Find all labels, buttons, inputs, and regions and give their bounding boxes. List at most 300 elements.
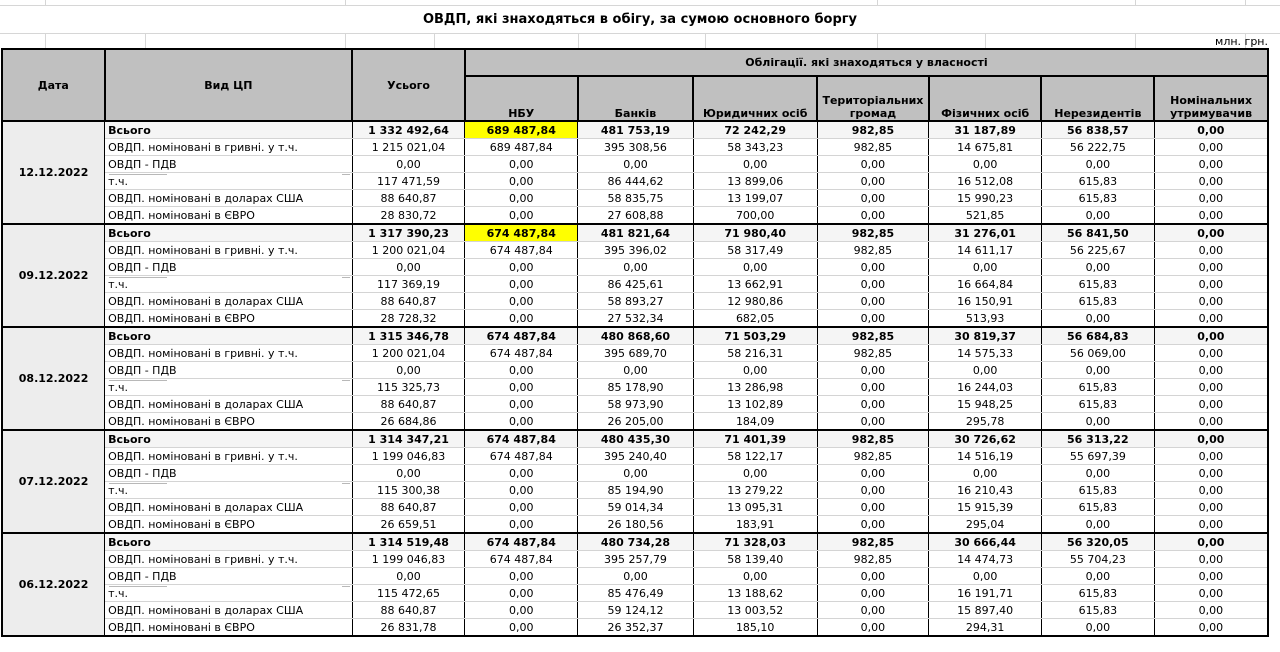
value-owner-cell: 86 444,62 xyxy=(578,173,694,190)
data-row xyxy=(2,156,1268,173)
value-owner-cell: 55 697,39 xyxy=(1041,448,1154,465)
value-owner-cell: 27 608,88 xyxy=(578,207,694,225)
value-owner-cell: 0,00 xyxy=(929,259,1042,276)
value-owner-cell: 184,09 xyxy=(693,413,817,431)
value-owner-cell: 0,00 xyxy=(465,413,578,431)
value-owner-cell: 13 102,89 xyxy=(693,396,817,413)
value-owner-cell: 15 915,39 xyxy=(929,499,1042,516)
value-owner-cell: 16 191,71 xyxy=(929,585,1042,602)
value-owner-cell: 0,00 xyxy=(578,465,694,482)
row-label-cell: т.ч. xyxy=(105,173,353,190)
value-total-cell: 1 199 046,83 xyxy=(352,448,465,465)
value-owner-cell: 0,00 xyxy=(693,156,817,173)
value-owner-cell: 55 704,23 xyxy=(1041,551,1154,568)
value-owner-cell: 0,00 xyxy=(929,465,1042,482)
value-owner-cell: 0,00 xyxy=(1154,207,1268,225)
data-row xyxy=(2,379,1268,396)
value-owner-cell: 0,00 xyxy=(1154,327,1268,345)
value-total-cell: 0,00 xyxy=(352,259,465,276)
data-row xyxy=(2,585,1268,602)
data-row xyxy=(2,413,1268,431)
value-owner-cell: 0,00 xyxy=(1154,448,1268,465)
value-owner-cell: 0,00 xyxy=(1041,465,1154,482)
value-owner-cell: 615,83 xyxy=(1041,482,1154,499)
unit-label-strip xyxy=(0,33,1280,48)
header-security-type: Вид ЦП xyxy=(105,49,353,121)
value-owner-cell: 615,83 xyxy=(1041,379,1154,396)
value-owner-cell: 0,00 xyxy=(465,516,578,534)
value-owner-cell: 0,00 xyxy=(817,499,929,516)
value-owner-cell: 13 188,62 xyxy=(693,585,817,602)
total-row xyxy=(2,430,1268,448)
value-owner-cell: 71 328,03 xyxy=(693,533,817,551)
value-owner-cell: 395 240,40 xyxy=(578,448,694,465)
value-owner-cell: 689 487,84 xyxy=(465,139,578,156)
value-total-cell: 1 317 390,23 xyxy=(352,224,465,242)
value-owner-cell: 674 487,84 xyxy=(465,242,578,259)
header-date: Дата xyxy=(2,49,105,121)
row-label-cell: ОВДП - ПДВ xyxy=(105,465,353,482)
value-owner-cell: 0,00 xyxy=(817,516,929,534)
row-label-cell: ОВДП. номіновані в доларах США xyxy=(105,190,353,207)
value-owner-cell: 59 014,34 xyxy=(578,499,694,516)
header-owner-nominal-holders: Номінальних утримувачив xyxy=(1154,76,1268,121)
value-owner-cell: 0,00 xyxy=(1041,207,1154,225)
value-total-cell: 28 728,32 xyxy=(352,310,465,328)
value-owner-cell: 13 286,98 xyxy=(693,379,817,396)
value-owner-cell: 14 474,73 xyxy=(929,551,1042,568)
value-owner-cell: 185,10 xyxy=(693,619,817,637)
data-row xyxy=(2,310,1268,328)
value-owner-cell: 0,00 xyxy=(1154,379,1268,396)
value-owner-cell: 58 317,49 xyxy=(693,242,817,259)
value-owner-cell: 56 222,75 xyxy=(1041,139,1154,156)
value-owner-cell: 615,83 xyxy=(1041,190,1154,207)
value-owner-cell: 183,91 xyxy=(693,516,817,534)
value-total-cell: 26 831,78 xyxy=(352,619,465,637)
value-owner-cell: 982,85 xyxy=(817,533,929,551)
value-owner-cell: 0,00 xyxy=(1154,568,1268,585)
value-owner-cell: 513,93 xyxy=(929,310,1042,328)
value-owner-cell: 14 575,33 xyxy=(929,345,1042,362)
value-owner-cell: 56 684,83 xyxy=(1041,327,1154,345)
header-ownership-group: Облігації. які знаходяться у власності xyxy=(465,49,1268,76)
value-owner-cell: 0,00 xyxy=(817,413,929,431)
value-owner-cell: 982,85 xyxy=(817,139,929,156)
value-owner-cell: 0,00 xyxy=(817,156,929,173)
row-label-cell: ОВДП. номіновані в гривні. у т.ч. xyxy=(105,345,353,362)
value-owner-cell: 58 216,31 xyxy=(693,345,817,362)
value-owner-cell: 56 841,50 xyxy=(1041,224,1154,242)
value-owner-cell: 14 611,17 xyxy=(929,242,1042,259)
value-owner-cell: 58 835,75 xyxy=(578,190,694,207)
value-total-cell: 117 369,19 xyxy=(352,276,465,293)
value-owner-cell: 0,00 xyxy=(465,173,578,190)
value-owner-cell: 31 187,89 xyxy=(929,121,1042,139)
value-owner-cell: 0,00 xyxy=(1154,276,1268,293)
row-label-cell: т.ч. xyxy=(105,276,353,293)
value-total-cell: 26 659,51 xyxy=(352,516,465,534)
value-total-cell: 1 315 346,78 xyxy=(352,327,465,345)
data-row xyxy=(2,396,1268,413)
value-owner-cell: 59 124,12 xyxy=(578,602,694,619)
value-owner-cell: 0,00 xyxy=(465,465,578,482)
value-owner-cell: 71 401,39 xyxy=(693,430,817,448)
header-owner-banks: Банків xyxy=(578,76,694,121)
value-total-cell: 28 830,72 xyxy=(352,207,465,225)
value-owner-cell: 674 487,84 xyxy=(465,533,578,551)
value-owner-cell: 0,00 xyxy=(1154,310,1268,328)
value-owner-cell: 26 352,37 xyxy=(578,619,694,637)
value-owner-cell: 58 343,23 xyxy=(693,139,817,156)
value-owner-cell: 71 980,40 xyxy=(693,224,817,242)
total-row xyxy=(2,224,1268,242)
value-total-cell: 88 640,87 xyxy=(352,293,465,310)
value-owner-cell: 0,00 xyxy=(1154,259,1268,276)
value-total-cell: 115 472,65 xyxy=(352,585,465,602)
value-owner-cell: 615,83 xyxy=(1041,173,1154,190)
value-owner-cell: 0,00 xyxy=(1154,139,1268,156)
value-owner-cell: 30 726,62 xyxy=(929,430,1042,448)
value-owner-cell: 85 194,90 xyxy=(578,482,694,499)
value-owner-cell: 31 276,01 xyxy=(929,224,1042,242)
value-owner-cell: 480 734,28 xyxy=(578,533,694,551)
value-owner-cell: 0,00 xyxy=(1041,156,1154,173)
data-row xyxy=(2,173,1268,190)
row-label-cell: ОВДП - ПДВ xyxy=(105,259,353,276)
value-owner-cell: 26 180,56 xyxy=(578,516,694,534)
data-row xyxy=(2,516,1268,534)
value-owner-cell: 982,85 xyxy=(817,430,929,448)
value-owner-cell: 15 948,25 xyxy=(929,396,1042,413)
value-owner-cell: 0,00 xyxy=(465,396,578,413)
row-label-cell: ОВДП. номіновані в доларах США xyxy=(105,602,353,619)
table-body xyxy=(2,121,1268,636)
value-owner-cell: 30 666,44 xyxy=(929,533,1042,551)
bonds-table xyxy=(1,48,1269,637)
value-total-cell: 1 314 347,21 xyxy=(352,430,465,448)
value-owner-cell: 615,83 xyxy=(1041,293,1154,310)
value-owner-cell: 982,85 xyxy=(817,551,929,568)
value-owner-cell: 0,00 xyxy=(465,585,578,602)
value-owner-cell: 615,83 xyxy=(1041,585,1154,602)
data-row xyxy=(2,551,1268,568)
value-owner-cell: 0,00 xyxy=(1154,585,1268,602)
value-nbu-highlighted-cell: 674 487,84 xyxy=(465,224,578,242)
header-owner-legal-entities: Юридичних осіб xyxy=(693,76,817,121)
value-owner-cell: 0,00 xyxy=(578,362,694,379)
value-owner-cell: 0,00 xyxy=(465,207,578,225)
value-owner-cell: 0,00 xyxy=(1041,619,1154,637)
value-owner-cell: 56 320,05 xyxy=(1041,533,1154,551)
value-owner-cell: 615,83 xyxy=(1041,396,1154,413)
value-owner-cell: 0,00 xyxy=(1041,516,1154,534)
value-owner-cell: 0,00 xyxy=(929,362,1042,379)
value-owner-cell: 0,00 xyxy=(1154,516,1268,534)
header-owner-individuals: Фізичних осіб xyxy=(929,76,1042,121)
value-owner-cell: 16 244,03 xyxy=(929,379,1042,396)
row-label-cell: ОВДП. номіновані в гривні. у т.ч. xyxy=(105,242,353,259)
value-owner-cell: 13 003,52 xyxy=(693,602,817,619)
value-owner-cell: 0,00 xyxy=(1154,499,1268,516)
row-label-cell: ОВДП - ПДВ xyxy=(105,362,353,379)
value-owner-cell: 615,83 xyxy=(1041,499,1154,516)
value-total-cell: 26 684,86 xyxy=(352,413,465,431)
value-owner-cell: 0,00 xyxy=(693,465,817,482)
value-owner-cell: 700,00 xyxy=(693,207,817,225)
row-label-cell: Всього xyxy=(105,224,353,242)
row-label-cell: ОВДП. номіновані в ЄВРО xyxy=(105,207,353,225)
value-owner-cell: 480 435,30 xyxy=(578,430,694,448)
value-owner-cell: 674 487,84 xyxy=(465,448,578,465)
value-total-cell: 1 215 021,04 xyxy=(352,139,465,156)
row-label-cell: ОВДП. номіновані в ЄВРО xyxy=(105,310,353,328)
value-owner-cell: 674 487,84 xyxy=(465,327,578,345)
value-owner-cell: 72 242,29 xyxy=(693,121,817,139)
value-owner-cell: 12 980,86 xyxy=(693,293,817,310)
value-total-cell: 1 199 046,83 xyxy=(352,551,465,568)
value-owner-cell: 0,00 xyxy=(817,482,929,499)
value-owner-cell: 0,00 xyxy=(1154,156,1268,173)
unit-label: млн. грн. xyxy=(1215,35,1268,48)
value-owner-cell: 0,00 xyxy=(465,602,578,619)
row-label-cell: ОВДП. номіновані в доларах США xyxy=(105,499,353,516)
value-owner-cell: 0,00 xyxy=(1154,551,1268,568)
value-owner-cell: 294,31 xyxy=(929,619,1042,637)
value-owner-cell: 0,00 xyxy=(1041,568,1154,585)
value-owner-cell: 0,00 xyxy=(1154,396,1268,413)
total-row xyxy=(2,327,1268,345)
value-owner-cell: 982,85 xyxy=(817,345,929,362)
row-label-cell: ОВДП. номіновані в гривні. у т.ч. xyxy=(105,139,353,156)
value-owner-cell: 0,00 xyxy=(1154,533,1268,551)
value-total-cell: 88 640,87 xyxy=(352,499,465,516)
value-owner-cell: 0,00 xyxy=(465,276,578,293)
value-owner-cell: 56 225,67 xyxy=(1041,242,1154,259)
value-owner-cell: 16 150,91 xyxy=(929,293,1042,310)
value-owner-cell: 982,85 xyxy=(817,327,929,345)
row-label-cell: Всього xyxy=(105,430,353,448)
value-owner-cell: 14 675,81 xyxy=(929,139,1042,156)
value-owner-cell: 0,00 xyxy=(1154,224,1268,242)
date-cell: 06.12.2022 xyxy=(2,533,105,636)
value-total-cell: 115 300,38 xyxy=(352,482,465,499)
row-label-cell: Всього xyxy=(105,533,353,551)
value-owner-cell: 16 512,08 xyxy=(929,173,1042,190)
value-owner-cell: 13 899,06 xyxy=(693,173,817,190)
value-owner-cell: 982,85 xyxy=(817,448,929,465)
value-owner-cell: 521,85 xyxy=(929,207,1042,225)
value-owner-cell: 0,00 xyxy=(817,190,929,207)
value-owner-cell: 0,00 xyxy=(1154,121,1268,139)
value-total-cell: 1 200 021,04 xyxy=(352,242,465,259)
value-owner-cell: 0,00 xyxy=(1154,482,1268,499)
data-row xyxy=(2,499,1268,516)
value-owner-cell: 0,00 xyxy=(465,190,578,207)
value-owner-cell: 0,00 xyxy=(817,379,929,396)
value-owner-cell: 0,00 xyxy=(817,396,929,413)
value-owner-cell: 0,00 xyxy=(817,293,929,310)
value-owner-cell: 86 425,61 xyxy=(578,276,694,293)
total-row xyxy=(2,121,1268,139)
value-owner-cell: 0,00 xyxy=(465,259,578,276)
value-owner-cell: 982,85 xyxy=(817,224,929,242)
date-cell: 12.12.2022 xyxy=(2,121,105,224)
data-row xyxy=(2,207,1268,225)
data-row xyxy=(2,276,1268,293)
value-owner-cell: 56 838,57 xyxy=(1041,121,1154,139)
table-header xyxy=(2,49,1268,121)
value-total-cell: 88 640,87 xyxy=(352,602,465,619)
value-owner-cell: 615,83 xyxy=(1041,602,1154,619)
row-label-cell: ОВДП - ПДВ xyxy=(105,568,353,585)
data-row xyxy=(2,139,1268,156)
value-owner-cell: 13 095,31 xyxy=(693,499,817,516)
value-owner-cell: 0,00 xyxy=(1154,345,1268,362)
header-owner-nbu: НБУ xyxy=(465,76,578,121)
value-owner-cell: 480 868,60 xyxy=(578,327,694,345)
value-owner-cell: 0,00 xyxy=(578,568,694,585)
row-label-cell: т.ч. xyxy=(105,585,353,602)
page-title: ОВДП, які знаходяться в обігу, за сумою основного боргу xyxy=(422,12,858,27)
row-label-cell: ОВДП. номіновані в доларах США xyxy=(105,396,353,413)
data-row xyxy=(2,242,1268,259)
row-label-cell: ОВДП. номіновані в гривні. у т.ч. xyxy=(105,551,353,568)
value-owner-cell: 0,00 xyxy=(693,362,817,379)
value-owner-cell: 0,00 xyxy=(1154,173,1268,190)
data-row xyxy=(2,293,1268,310)
value-owner-cell: 0,00 xyxy=(817,207,929,225)
value-owner-cell: 0,00 xyxy=(465,310,578,328)
value-total-cell: 0,00 xyxy=(352,465,465,482)
value-owner-cell: 13 662,91 xyxy=(693,276,817,293)
value-owner-cell: 0,00 xyxy=(1041,413,1154,431)
value-owner-cell: 58 973,90 xyxy=(578,396,694,413)
value-owner-cell: 13 199,07 xyxy=(693,190,817,207)
value-owner-cell: 0,00 xyxy=(693,568,817,585)
data-row xyxy=(2,482,1268,499)
value-total-cell: 88 640,87 xyxy=(352,396,465,413)
value-owner-cell: 0,00 xyxy=(817,568,929,585)
value-owner-cell: 27 532,34 xyxy=(578,310,694,328)
value-owner-cell: 0,00 xyxy=(465,156,578,173)
value-owner-cell: 395 396,02 xyxy=(578,242,694,259)
value-owner-cell: 0,00 xyxy=(817,619,929,637)
value-owner-cell: 481 753,19 xyxy=(578,121,694,139)
data-row xyxy=(2,259,1268,276)
value-owner-cell: 85 476,49 xyxy=(578,585,694,602)
value-owner-cell: 0,00 xyxy=(817,310,929,328)
value-owner-cell: 0,00 xyxy=(1154,413,1268,431)
value-owner-cell: 674 487,84 xyxy=(465,430,578,448)
value-owner-cell: 0,00 xyxy=(1041,259,1154,276)
value-owner-cell: 26 205,00 xyxy=(578,413,694,431)
value-owner-cell: 15 990,23 xyxy=(929,190,1042,207)
value-owner-cell: 0,00 xyxy=(1154,430,1268,448)
value-owner-cell: 0,00 xyxy=(465,482,578,499)
value-owner-cell: 0,00 xyxy=(1154,293,1268,310)
row-label-cell: Всього xyxy=(105,327,353,345)
row-label-cell: т.ч. xyxy=(105,379,353,396)
data-row xyxy=(2,602,1268,619)
value-owner-cell: 58 122,17 xyxy=(693,448,817,465)
value-owner-cell: 0,00 xyxy=(578,259,694,276)
value-owner-cell: 682,05 xyxy=(693,310,817,328)
value-owner-cell: 13 279,22 xyxy=(693,482,817,499)
header-owner-territorial-communities: Територіальних громад xyxy=(817,76,929,121)
value-owner-cell: 0,00 xyxy=(465,499,578,516)
value-owner-cell: 56 069,00 xyxy=(1041,345,1154,362)
value-owner-cell: 0,00 xyxy=(817,602,929,619)
value-owner-cell: 0,00 xyxy=(465,568,578,585)
value-owner-cell: 674 487,84 xyxy=(465,551,578,568)
value-owner-cell: 58 893,27 xyxy=(578,293,694,310)
value-owner-cell: 15 897,40 xyxy=(929,602,1042,619)
data-row xyxy=(2,362,1268,379)
value-owner-cell: 0,00 xyxy=(1041,310,1154,328)
row-label-cell: ОВДП. номіновані в ЄВРО xyxy=(105,516,353,534)
value-owner-cell: 0,00 xyxy=(465,379,578,396)
value-owner-cell: 0,00 xyxy=(1154,465,1268,482)
value-owner-cell: 0,00 xyxy=(929,156,1042,173)
data-row xyxy=(2,345,1268,362)
value-owner-cell: 0,00 xyxy=(817,173,929,190)
value-owner-cell: 615,83 xyxy=(1041,276,1154,293)
value-owner-cell: 0,00 xyxy=(817,465,929,482)
value-total-cell: 115 325,73 xyxy=(352,379,465,396)
row-label-cell: Всього xyxy=(105,121,353,139)
value-owner-cell: 674 487,84 xyxy=(465,345,578,362)
row-label-cell: ОВДП - ПДВ xyxy=(105,156,353,173)
data-row xyxy=(2,190,1268,207)
value-owner-cell: 395 689,70 xyxy=(578,345,694,362)
row-label-cell: ОВДП. номіновані в гривні. у т.ч. xyxy=(105,448,353,465)
value-total-cell: 0,00 xyxy=(352,568,465,585)
value-nbu-highlighted-cell: 689 487,84 xyxy=(465,121,578,139)
value-owner-cell: 0,00 xyxy=(1154,362,1268,379)
total-row xyxy=(2,533,1268,551)
value-owner-cell: 16 210,43 xyxy=(929,482,1042,499)
value-owner-cell: 395 257,79 xyxy=(578,551,694,568)
value-owner-cell: 0,00 xyxy=(1154,190,1268,207)
value-owner-cell: 0,00 xyxy=(817,276,929,293)
date-cell: 07.12.2022 xyxy=(2,430,105,533)
value-owner-cell: 16 664,84 xyxy=(929,276,1042,293)
value-owner-cell: 295,04 xyxy=(929,516,1042,534)
value-total-cell: 0,00 xyxy=(352,362,465,379)
data-row xyxy=(2,619,1268,637)
value-owner-cell: 71 503,29 xyxy=(693,327,817,345)
value-total-cell: 1 200 021,04 xyxy=(352,345,465,362)
date-cell: 09.12.2022 xyxy=(2,224,105,327)
value-owner-cell: 58 139,40 xyxy=(693,551,817,568)
value-owner-cell: 0,00 xyxy=(465,619,578,637)
value-owner-cell: 0,00 xyxy=(1154,619,1268,637)
value-owner-cell: 56 313,22 xyxy=(1041,430,1154,448)
value-owner-cell: 982,85 xyxy=(817,121,929,139)
header-total: Усього xyxy=(352,49,465,121)
value-owner-cell: 0,00 xyxy=(1041,362,1154,379)
value-total-cell: 1 332 492,64 xyxy=(352,121,465,139)
value-total-cell: 1 314 519,48 xyxy=(352,533,465,551)
value-owner-cell: 0,00 xyxy=(693,259,817,276)
value-owner-cell: 14 516,19 xyxy=(929,448,1042,465)
date-cell: 08.12.2022 xyxy=(2,327,105,430)
value-owner-cell: 85 178,90 xyxy=(578,379,694,396)
value-owner-cell: 0,00 xyxy=(817,259,929,276)
value-owner-cell: 0,00 xyxy=(578,156,694,173)
data-row xyxy=(2,448,1268,465)
